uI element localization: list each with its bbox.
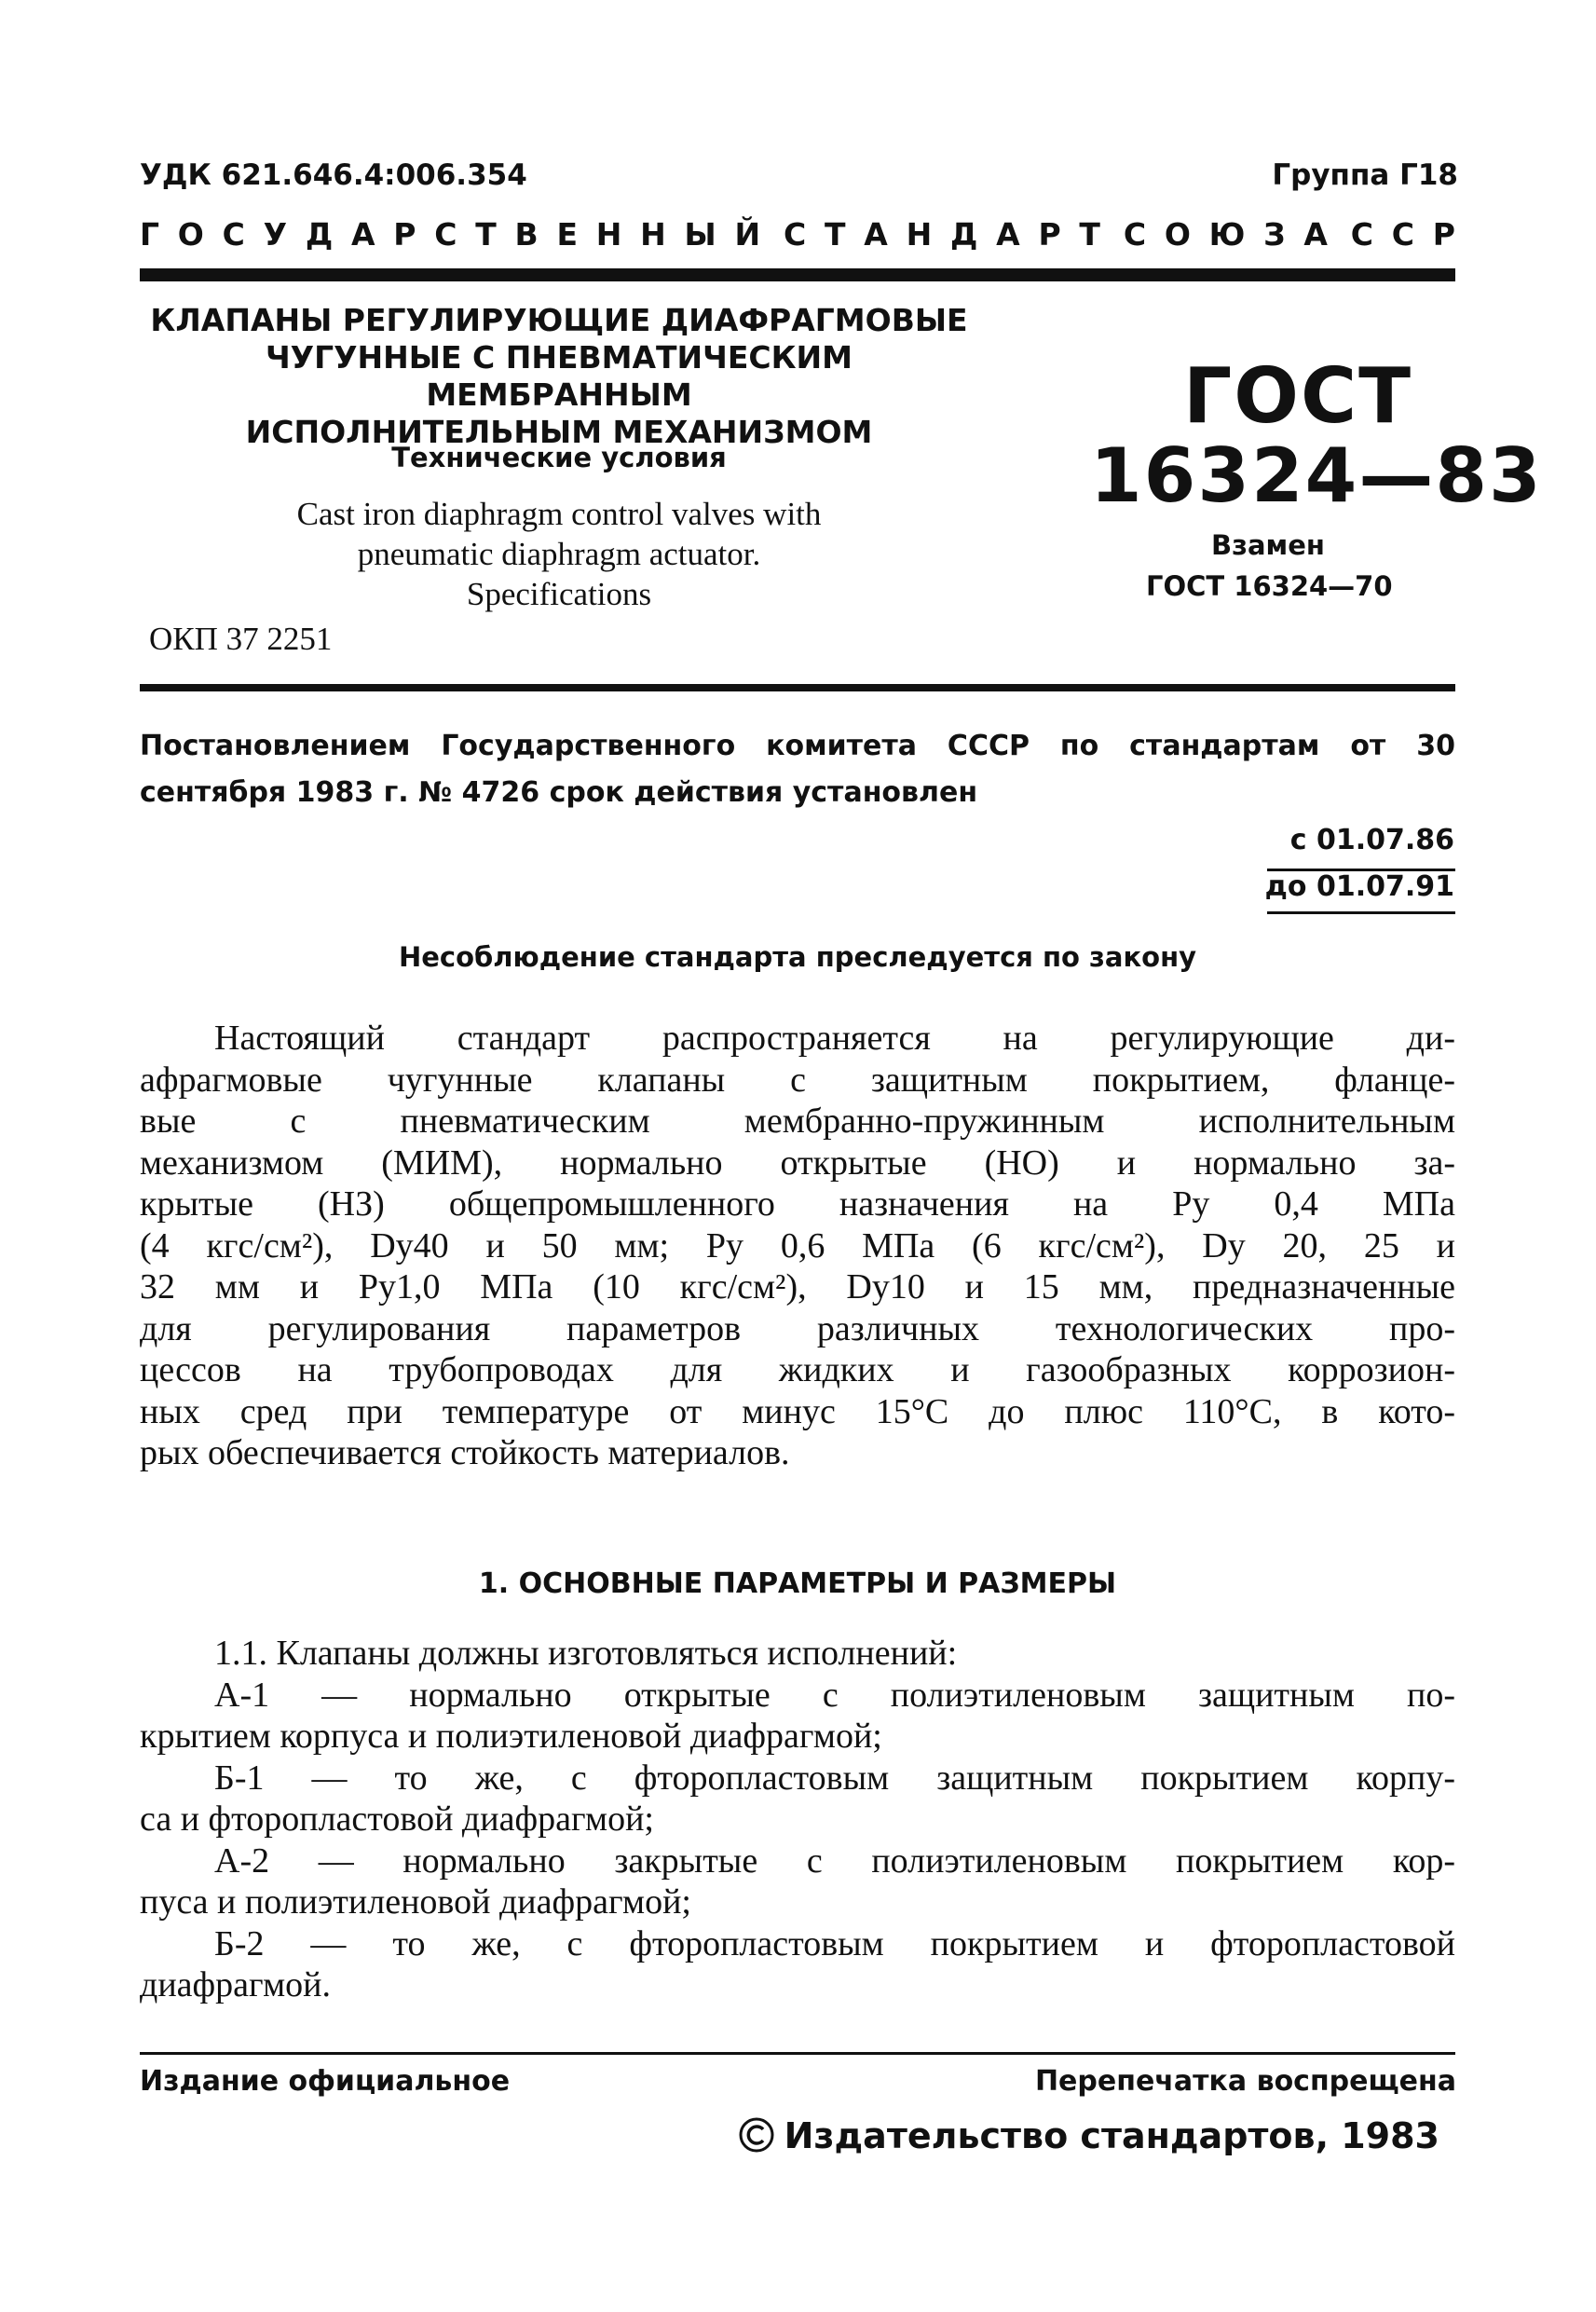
document-title	[140, 302, 978, 451]
text-line: А-2 — нормально закрытые с полиэтиленовым покрытием кор-	[214, 1840, 1455, 1881]
text-line: пуса и полиэтиленовой диафрагмой;	[140, 1882, 691, 1922]
english-title	[140, 494, 978, 614]
section-heading: 1. ОСНОВНЫЕ ПАРАМЕТРЫ И РАЗМЕРЫ	[478, 1567, 1117, 1600]
title-line: ИСПОЛНИТЕЛЬНЫМ МЕХАНИЗМОМ	[245, 414, 873, 450]
edition-label: Издание официальное	[140, 2065, 511, 2098]
banner-word: С О Ю З А	[1123, 216, 1328, 253]
decree-text: Постановлением Государственного комитета СССР по стандартам от 30 сентября 1983 г. № 4726 срок действия установлен	[140, 730, 1455, 809]
banner-word: С Т А Н Д А Р Т	[784, 216, 1100, 253]
text-line: са и фторопластовой диафрагмой;	[140, 1799, 654, 1839]
publisher-line	[738, 2115, 1439, 2156]
text-line: рых обеспечивается стойкость материалов.	[140, 1433, 790, 1472]
text-line: афрагмовые чугунные клапаны с защитным покрытием, фланце-	[140, 1060, 1455, 1100]
text-line: Б-2 — то же, с фторопластовым покрытием и фторопластовой	[214, 1923, 1455, 1963]
text-line: цессов на трубопроводах для жидких и газообразных коррозион-	[140, 1350, 1455, 1389]
valid-from-date: с 01.07.86	[1289, 824, 1454, 856]
gost-label: ГОСТ	[1183, 352, 1413, 441]
valid-to-date: до 01.07.91	[1264, 870, 1454, 903]
english-title-line: Specifications	[466, 576, 652, 612]
text-line: А-1 — нормально открытые с полиэтиленовым защитным по-	[214, 1675, 1455, 1715]
text-line: Б-1 — то же, с фторопластовым защитным покрытием корпу-	[214, 1758, 1455, 1798]
reprint-notice: Перепечатка воспрещена	[1034, 2065, 1456, 2098]
date-rule	[1267, 911, 1455, 914]
text-line: для регулирования параметров различных технологических про-	[140, 1308, 1455, 1348]
banner-word: С С Р	[1350, 216, 1455, 253]
title-line: ЧУГУННЫЕ С ПНЕВМАТИЧЕСКИМ МЕМБРАННЫМ	[265, 339, 853, 413]
title-rule	[140, 684, 1455, 691]
okp-code: ОКП 37 2251	[149, 621, 333, 657]
text-line: вые с пневматическим мембранно-пружинным исполнительным	[140, 1101, 1455, 1141]
copyright-icon	[738, 2116, 775, 2154]
section-body	[140, 1633, 1455, 2006]
english-title-line: Cast iron diaphragm control valves with	[296, 496, 822, 532]
publisher-text: Издательство стандартов, 1983	[784, 2115, 1439, 2156]
state-standard-banner	[140, 216, 1455, 253]
replaces-label: Взамен	[1211, 529, 1325, 561]
subtitle: Технические условия	[391, 442, 727, 473]
text-line: механизмом (МИМ), нормально открытые (НО) и нормально за-	[140, 1142, 1455, 1183]
intro-paragraph	[140, 1018, 1455, 1474]
text-line: (4 кгс/см²), Dу40 и 50 мм; Pу 0,6 МПа (6 кгс/см²), Dу 20, 25 и	[140, 1225, 1455, 1265]
udk-code: УДК 621.646.4:006.354	[140, 158, 527, 192]
gost-number: 16324—83	[1090, 432, 1543, 519]
header-rule	[140, 268, 1455, 281]
footer-rule	[140, 2052, 1455, 2055]
violation-notice: Несоблюдение стандарта преследуется по закону	[398, 941, 1197, 973]
english-title-line: pneumatic diaphragm actuator.	[357, 536, 761, 572]
text-line: ных сред при температуре от минус 15°С до плюс 110°С, в кото-	[140, 1391, 1455, 1431]
group-code: Группа Г18	[1272, 158, 1458, 192]
banner-word: Г О С У Д А Р С Т В Е Н Н Ы Й	[140, 216, 761, 253]
text-line: Настоящий стандарт распространяется на регулирующие ди-	[214, 1019, 1455, 1058]
text-line: крытые (НЗ) общепромышленного назначения на Pу 0,4 МПа	[140, 1184, 1455, 1224]
text-line: 32 мм и Pу1,0 МПа (10 кгс/см²), Dу10 и 15 мм, предназначенные	[140, 1267, 1455, 1306]
title-line: КЛАПАНЫ РЕГУЛИРУЮЩИЕ ДИАФРАГМОВЫЕ	[150, 302, 968, 338]
replaces-gost: ГОСТ 16324—70	[1146, 570, 1393, 602]
text-line: диафрагмой.	[140, 1965, 331, 2004]
text-line: крытием корпуса и полиэтиленовой диафрагмой;	[140, 1717, 882, 1756]
text-line: 1.1. Клапаны должны изготовляться исполнений:	[214, 1634, 958, 1673]
